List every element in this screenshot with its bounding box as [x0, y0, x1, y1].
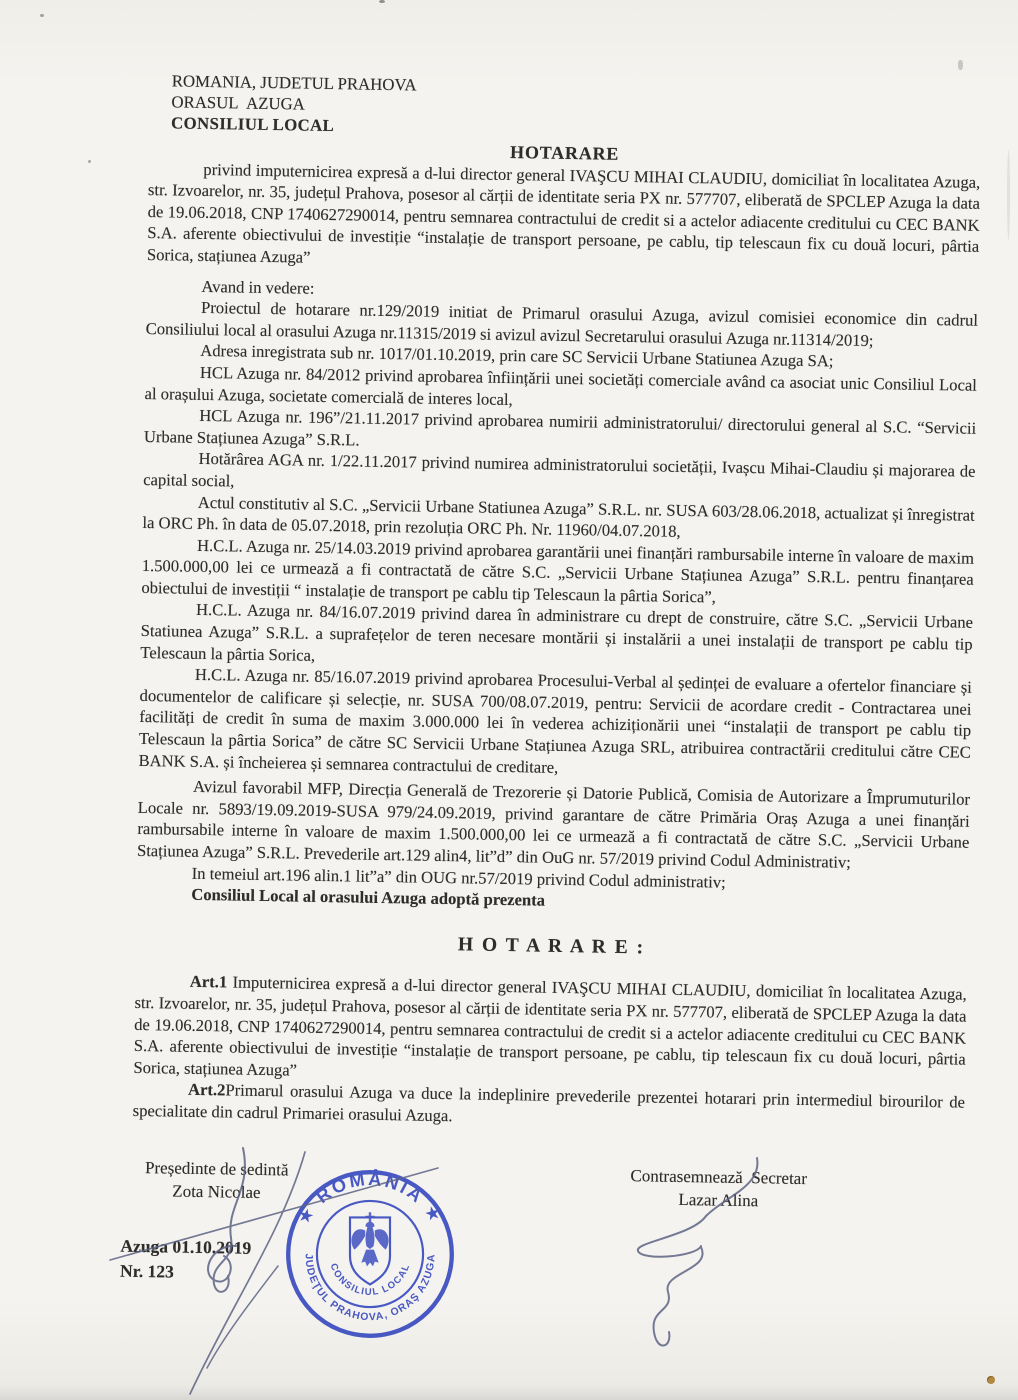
scan-speck: [40, 14, 44, 17]
stamp-eagle-emblem: [351, 1212, 388, 1266]
consideration-paragraph: Avizul favorabil MFP, Direcția Generală de Trezorerie și Datorie Publică, Comisia de Autorizare a Împrumuturilor Locale nr. 5893/19.09.2019-SUSA 979/24.09.2019, privind garantare de către Primăria Oraș Azuga a unei finanțări rambursabile interne în valoare de maxim 1.500.000,00 lei ce urmează a fi contractată de către S.C. „Servicii Urbane Stațiunea Azuga” S.R.L. Prevederile art.129 alin4, lit”d” din OuG nr. 57/2019 privind Codul Administrativ;: [136, 777, 971, 872]
scan-speck: [1007, 150, 1010, 240]
letterhead-country: ROMANIA, JUDETUL PRAHOVA: [171, 71, 417, 95]
consideration-paragraph: H.C.L. Azuga nr. 84/16.07.2019 privind darea în administrare cu drept de construire, către S.C. „Servicii Urbane Statiunea Azuga” S.R.L. a suprafețelor de teren necesare montării și instalării a unei instalații de transport pe cablu tip Telescaun la pârtia Sorica,: [140, 600, 974, 665]
secretary-role: Contrasemnează Secretar: [630, 1165, 808, 1188]
scan-speck: [958, 60, 963, 70]
letterhead: [171, 70, 982, 146]
stamp-council-text: CONSILIUL LOCAL: [327, 1261, 413, 1298]
letterhead-city: ORASUL AZUGA: [171, 92, 305, 114]
article-2-label: Art.2: [187, 1080, 226, 1100]
issue-place-date: Azuga 01.10.2019: [120, 1235, 252, 1258]
consideration-paragraph: H.C.L. Azuga nr. 25/14.03.2019 privind aprobarea garantării unei finanțări rambursabile interne în valoare de maxim 1.500.000,00 lei ce urmează a fi contractată de către S.C. „Servicii Urbane Stațiunea Azuga” S.R.L. pentru finanțarea obiectului de investiții “ instalație de transport pe cablu tip Telescaun la pârtia Sorica”,: [141, 535, 975, 607]
secretary-signature-block: [593, 1163, 844, 1213]
letterhead-council: CONSILIUL LOCAL: [170, 113, 335, 136]
article-1: [133, 970, 967, 1092]
consideration-paragraph: Proiectul de hotarare nr.129/2019 initiat de Primarul orasului Azuga, avizul comisiei economice din cadrul Consiliului local al orasului Azuga nr.11315/2019 si avizul avizul Secretarului orasului Azuga nr.11314/2019;: [145, 298, 979, 350]
issue-number: Nr. 123: [119, 1260, 175, 1282]
secretary-name: Lazar Alina: [678, 1189, 759, 1210]
consideration-paragraph: Actul constitutiv al S.C. „Servicii Urbane Statiunea Azuga” S.R.L. nr. SUSA 603/28.06.2018, actualizat și înregistrat la ORC Ph. în data de 05.07.2018, prin rezoluția ORC Ph. Nr. 11960/04.07.2018,: [142, 492, 975, 541]
scan-speck: [987, 1376, 995, 1384]
signature-row: [131, 1155, 964, 1215]
svg-text:CONSILIUL LOCAL: [328, 1262, 413, 1298]
consideration-paragraph: Adresa inregistrata sub nr. 1017/01.10.2019, prin care SC Servicii Urbane Statiunea Azuga SA;: [200, 341, 834, 371]
legal-basis-paragraph: In temeiul art.196 alin.1 lit”a” din OUG nr.57/2019 privind Codul administrativ;: [191, 863, 726, 892]
consideration-paragraph: HCL Azuga nr. 196”/21.11.2017 privind aprobarea numirii administratorului/ directorului general al S.C. “Servicii Urbane Stațiunea Azuga” S.R.L.: [143, 405, 977, 450]
issue-block: [120, 1233, 963, 1297]
scan-speck: [88, 160, 91, 163]
scan-speck: [379, 0, 385, 3]
consideration-paragraph: Hotărârea AGA nr. 1/22.11.2017 privind numirea administratorului societății, Ivașcu Mihai-Claudiu și majorarea de capital social,: [143, 449, 976, 491]
adoption-line: Consiliul Local al orasului Azuga adoptă prezenta: [191, 884, 546, 910]
consideration-paragraph: H.C.L. Azuga nr. 85/16.07.2019 privind aprobarea Procesului-Verbal al ședinței de evaluare a ofertelor financiare și documentelor de calificare și selecție, nr. SUSA 700/08.07.2019, pentru: Servicii de acordare credit - Contractarea unei facilități de credit în suma de maxim 3.000.000 lei în vederea achiziționării unei “instalații de transport pe cablu tip Telescaun la pârtia Sorica” de către SC Servicii Urbane Stațiunea Azuga SRL, atribuirea contractării creditului către CEC BANK S.A. și încheierea și semnarea contractului de creditare,: [138, 665, 973, 777]
article-1-label: Art.1: [189, 972, 228, 992]
article-1-text: Imputernicirea expresă a d-lui director general IVAŞCU MIHAI CLAUDIU, domiciliat în localitatea Azuga, str. Izvoarelor, nr. 35, județul Prahova, posesor al cărții de identitate seria PX nr. 577707, eliberată de SPCLEP Azuga la data de 19.06.2018, CNP 1740627290014, pentru semnarea contractului de credit si a actelor adiacente creditului cu CEC BANK S.A. aferente obiectivului de investiție “instalație de transport persoane, pe cablu, tip telescaun fix cu două locuri, pârtia Sorica, stațiunea Azuga”: [133, 972, 967, 1080]
document-body: [119, 70, 982, 1297]
official-stamp: [283, 1167, 457, 1341]
stamp-ring-text: JUDEŢUL PRAHOVA, ORAŞ AZUGA: [302, 1253, 438, 1324]
decision-title: H O T A R A R E :: [457, 934, 646, 959]
chairman-role: Președinte de sedintă: [144, 1157, 289, 1179]
document-title: HOTARARE: [509, 141, 620, 164]
consideration-paragraph: HCL Azuga nr. 84/2012 privind aprobarea înființării unei societăți comerciale având ca asociat unic Consiliul Local al orașului Azuga, societate comercială de interes local,: [144, 362, 978, 409]
article-2-text: Primarul orasului Azuga va duce la indeplinire prevederile prezentei hotarari prin intermediul birourilor de specialitate din cadrul Primariei orasului Azuga.: [132, 1080, 966, 1126]
intro-paragraph: privind imputernicirea expresă a d-lui director general IVAŞCU MIHAI CLAUDIU, domiciliat în localitatea Azuga, str. Izvoarelor, nr. 35, județul Prahova, posesor al cărții de identitate seria PX nr. 577707, eliberată de SPCLEP Azuga la data de 19.06.2018, CNP 1740627290014, pentru semnarea contractului de credit si a actelor adiacente creditului cu CEC BANK S.A. aferente obiectivului de investiție “instalație de transport persoane, pe cablu, tip telescaun fix cu două locuri, pârtia Sorica, stațiunea Azuga”: [146, 159, 981, 267]
preamble-label: Avand in vedere:: [201, 276, 315, 298]
chairman-name: Zota Nicolae: [172, 1181, 261, 1202]
stamp-country-text: ★ ROMÂNIA ★: [292, 1167, 448, 1228]
